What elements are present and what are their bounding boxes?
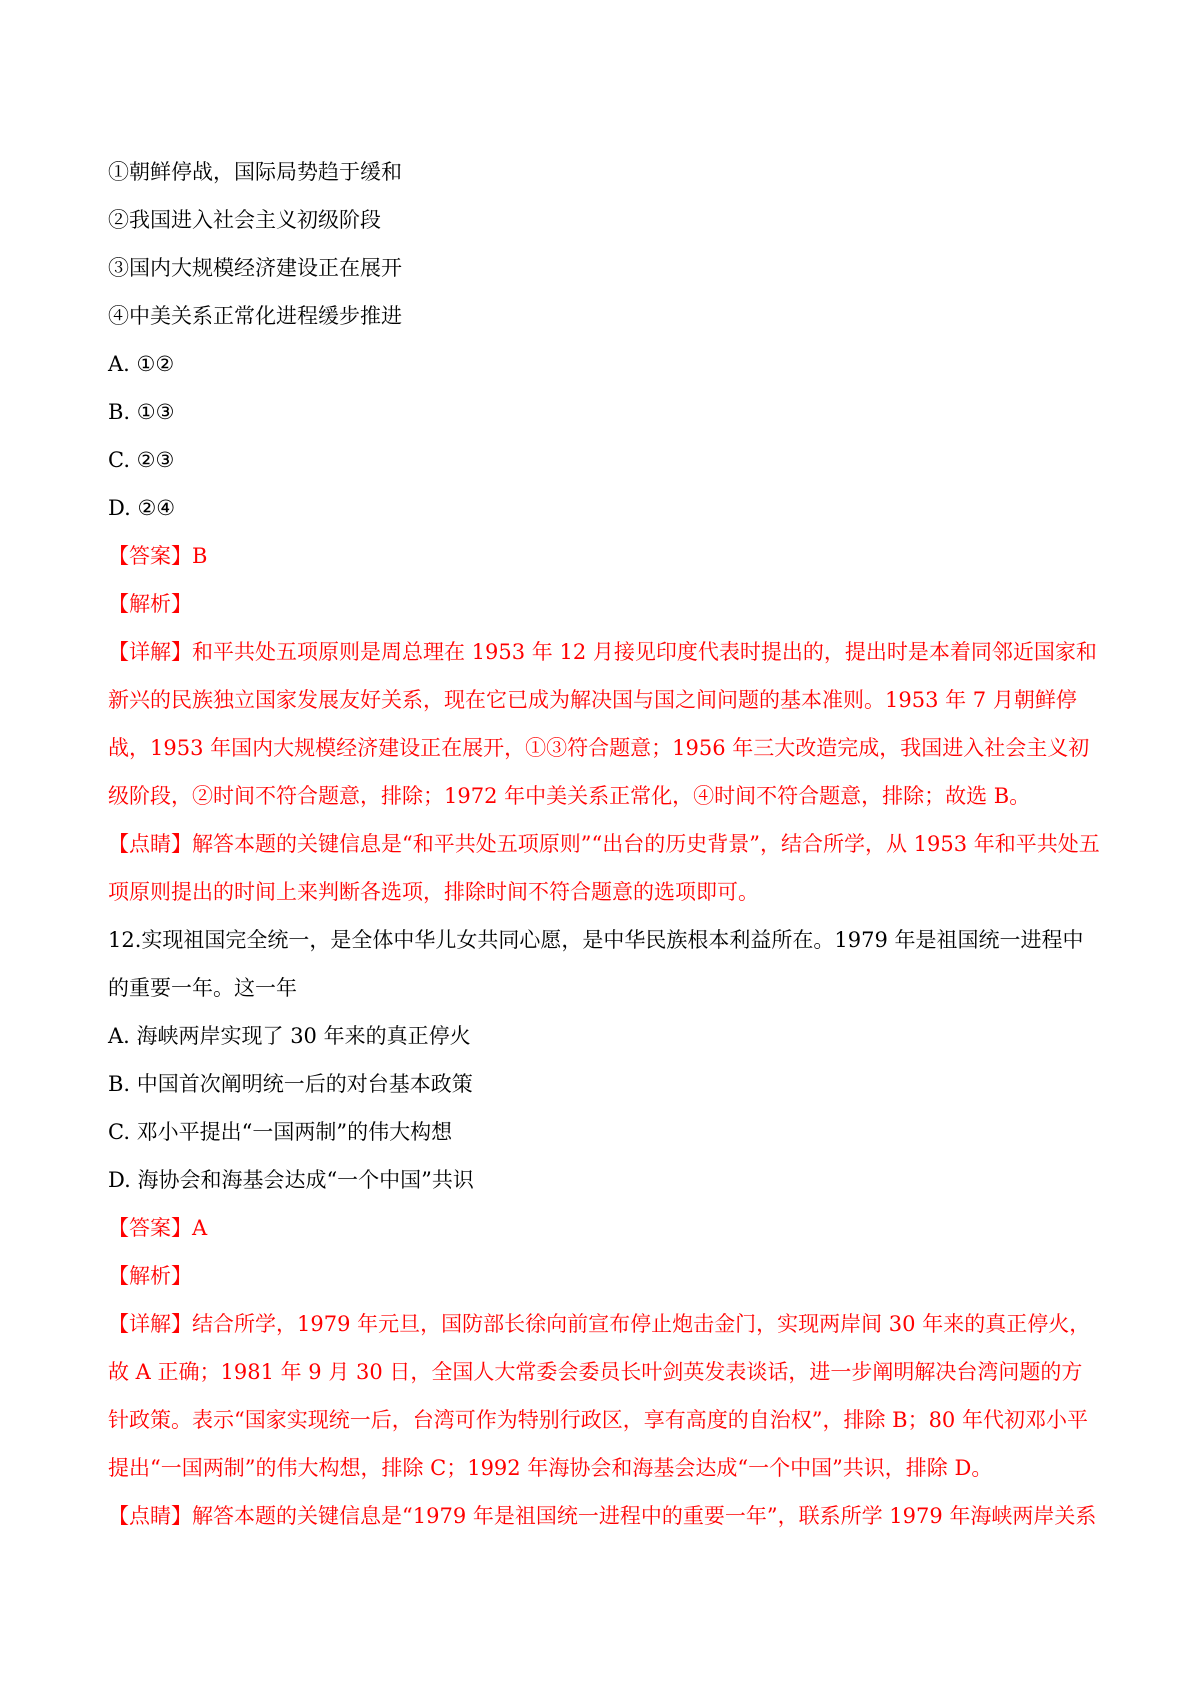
q12-stem: 12.实现祖国完全统一，是全体中华儿女共同心愿，是中华民族根本利益所在。1979 年是祖国统一进程中的重要一年。这一年 [108, 928, 1084, 1000]
detail-tag: 【详解】 [108, 1312, 192, 1336]
answer-value: B [192, 544, 208, 568]
answer-tag: 【答案】 [108, 1216, 192, 1240]
q11-detail [108, 628, 1100, 820]
q12-tip [108, 1492, 1100, 1540]
q12-option-b: B. 中国首次阐明统一后的对台基本政策 [108, 1072, 473, 1096]
tip-tag: 【点睛】 [108, 832, 192, 856]
detail-text: 结合所学，1979 年元旦，国防部长徐向前宣布停止炮击金门，实现两岸间 30 年来的真正停火，故 A 正确；1981 年 9 月 30 日，全国人大常委会委员长叶剑英发表谈话，进一步阐明解决台湾问题的方针政策。表示“国家实现统一后，台湾可作为特别行政区，享有高度的自治权”，排除 B；80 年代初邓小平提出“一国两制”的伟大构想，排除 C；1992 年海协会和海基会达成“一个中国”共识，排除 D。 [108, 1312, 1091, 1480]
q12-option-d: D. 海协会和海基会达成“一个中国”共识 [108, 1168, 474, 1192]
q11-item-1: ①朝鲜停战，国际局势趋于缓和 [108, 160, 402, 184]
tip-text: 解答本题的关键信息是“和平共处五项原则”“出台的历史背景”，结合所学，从 1953 年和平共处五项原则提出的时间上来判断各选项，排除时间不符合题意的选项即可。 [108, 832, 1100, 904]
q12-analysis-heading: 【解析】 [108, 1264, 192, 1288]
q11-option-d: D. ②④ [108, 496, 176, 520]
q11-item-2: ②我国进入社会主义初级阶段 [108, 208, 381, 232]
answer-tag: 【答案】 [108, 544, 192, 568]
q12-answer [108, 1204, 1100, 1252]
detail-tag: 【详解】 [108, 640, 192, 664]
q11-answer [108, 532, 1100, 580]
q12-option-c: C. 邓小平提出“一国两制”的伟大构想 [108, 1120, 453, 1144]
q11-analysis-heading: 【解析】 [108, 592, 192, 616]
tip-text: 解答本题的关键信息是“1979 年是祖国统一进程中的重要一年”，联系所学 1979 年海峡两岸关系 [192, 1504, 1097, 1528]
q11-option-b: B. ①③ [108, 400, 175, 424]
answer-value: A [192, 1216, 208, 1240]
q11-tip [108, 820, 1100, 916]
q11-item-3: ③国内大规模经济建设正在展开 [108, 256, 402, 280]
q12-option-a: A. 海峡两岸实现了 30 年来的真正停火 [108, 1024, 471, 1048]
q12-detail [108, 1300, 1100, 1492]
q11-option-a: A. ①② [108, 352, 175, 376]
page-content [108, 148, 1100, 1540]
q11-option-c: C. ②③ [108, 448, 175, 472]
detail-text: 和平共处五项原则是周总理在 1953 年 12 月接见印度代表时提出的，提出时是本着同邻近国家和新兴的民族独立国家发展友好关系，现在它已成为解决国与国之间问题的基本准则。1953 年 7 月朝鲜停战，1953 年国内大规模经济建设正在展开，①③符合题意；1956 年三大改造完成，我国进入社会主义初级阶段，②时间不符合题意，排除；1972 年中美关系正常化，④时间不符合题意，排除；故选 B。 [108, 640, 1097, 808]
tip-tag: 【点睛】 [108, 1504, 192, 1528]
q11-item-4: ④中美关系正常化进程缓步推进 [108, 304, 402, 328]
